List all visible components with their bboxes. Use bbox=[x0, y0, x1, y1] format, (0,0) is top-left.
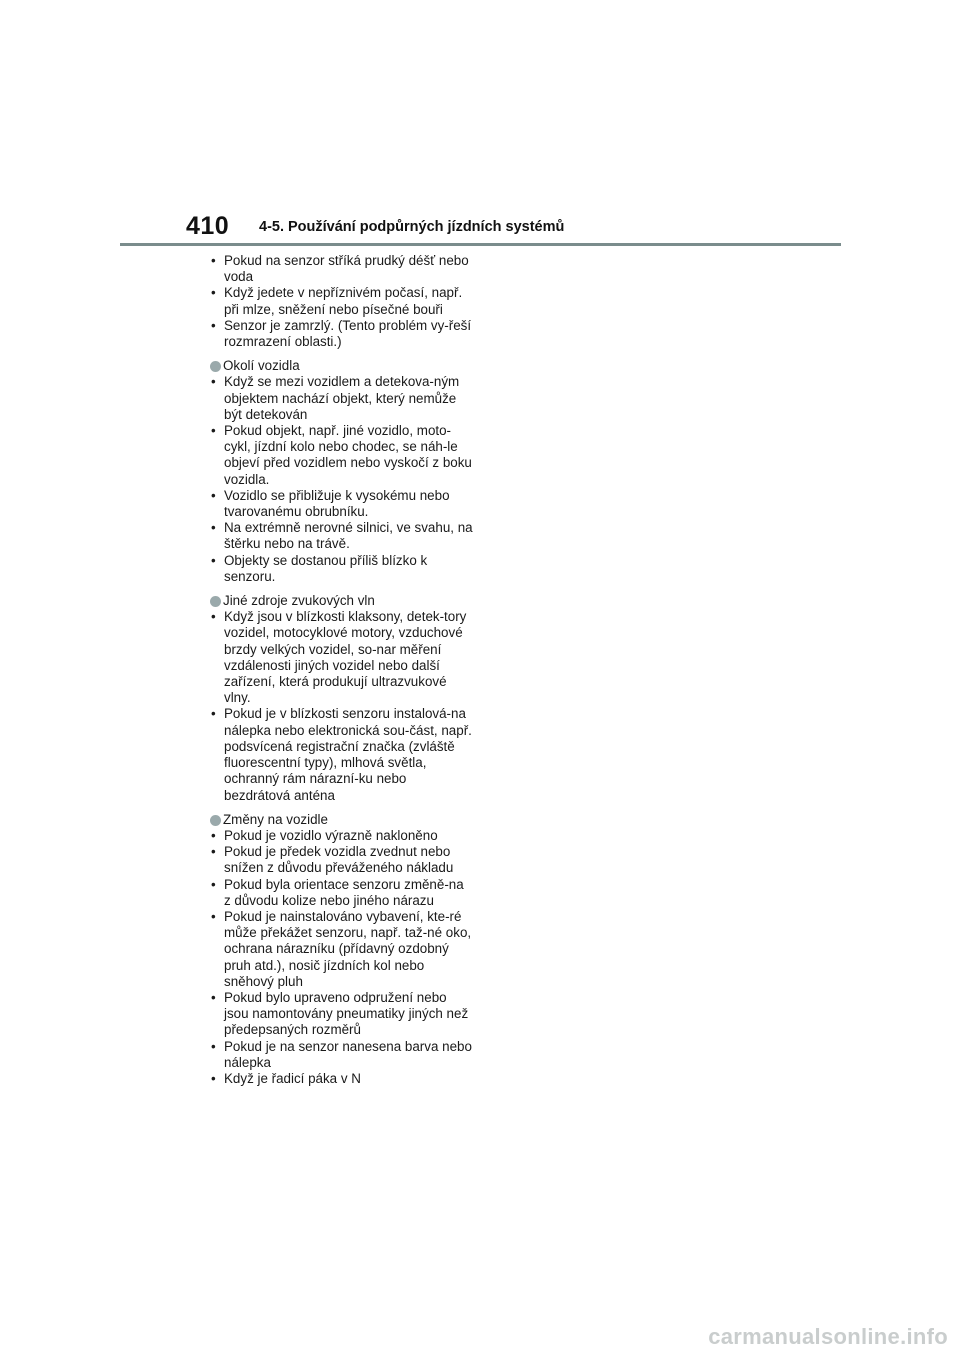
list-item: • Pokud je nainstalováno vybavení, kte-ré může překážet senzoru, např. taž-né oko, ochrana nárazníku (přídavný ozdobný pruh atd.), nosič jízdních kol nebo sněhový pluh bbox=[209, 909, 474, 990]
group-heading: Jiné zdroje zvukových vln bbox=[223, 593, 375, 609]
group-vehicle-changes bbox=[209, 812, 474, 1087]
circle-bullet-icon bbox=[210, 361, 221, 372]
list-item: • Pokud na senzor stříká prudký déšť nebo voda bbox=[209, 253, 474, 285]
list-item: • Pokud byla orientace senzoru změně-na z důvodu kolize nebo jiného nárazu bbox=[209, 877, 474, 909]
circle-bullet-icon bbox=[210, 815, 221, 826]
page-number: 410 bbox=[186, 212, 230, 240]
group-heading: Změny na vozidle bbox=[223, 811, 328, 827]
list-item: • Vozidlo se přibližuje k vysokému nebo tvarovanému obrubníku. bbox=[209, 488, 474, 520]
circle-bullet-icon bbox=[210, 596, 221, 607]
group-sound-sources bbox=[209, 593, 474, 804]
list-item: • Když jsou v blízkosti klaksony, detek-tory vozidel, motocyklové motory, vzduchové brzdy velkých vozidel, so-nar měření vzdálenosti jiných vozidel nebo další zařízení, která produkují ultrazvukové vlny. bbox=[209, 609, 474, 706]
list-item: • Když se mezi vozidlem a detekova-ným objektem nachází objekt, který nemůže být detekován bbox=[209, 374, 474, 423]
section-title: 4-5. Používání podpůrných jízdních systémů bbox=[259, 219, 565, 235]
list-item: • Pokud bylo upraveno odpružení nebo jsou namontovány pneumatiky jiných než předepsaných rozměrů bbox=[209, 990, 474, 1039]
header-divider bbox=[120, 243, 841, 246]
list-item: • Na extrémně nerovné silnici, ve svahu, na štěrku nebo na trávě. bbox=[209, 520, 474, 552]
content-column bbox=[209, 253, 474, 1087]
list-item: • Pokud je v blízkosti senzoru instalová-na nálepka nebo elektronická sou-část, např. podsvícená registrační značka (zvláště fluorescentní typy), mlhová světla, ochranný rám nárazní-ku nebo bezdrátová anténa bbox=[209, 706, 474, 803]
watermark-link[interactable]: carmanualsonline.info bbox=[708, 1324, 948, 1349]
group-surroundings bbox=[209, 358, 474, 585]
list-item: • Pokud je na senzor nanesena barva nebo nálepka bbox=[209, 1039, 474, 1071]
list-item: • Pokud je vozidlo výrazně nakloněno bbox=[209, 828, 474, 844]
list-item: • Objekty se dostanou příliš blízko k senzoru. bbox=[209, 553, 474, 585]
list-item: • Když jedete v nepříznivém počasí, např. při mlze, sněžení nebo písečné bouři bbox=[209, 285, 474, 317]
list-item: • Senzor je zamrzlý. (Tento problém vy-řeší rozmrazení oblasti.) bbox=[209, 318, 474, 350]
list-item: • Pokud je předek vozidla zvednut nebo snížen z důvodu převáženého nákladu bbox=[209, 844, 474, 876]
list-item: • Pokud objekt, např. jiné vozidlo, moto-cykl, jízdní kolo nebo chodec, se náh-le objeví před vozidlem nebo vyskočí z boku vozidla. bbox=[209, 423, 474, 488]
intro-list bbox=[209, 253, 474, 350]
group-heading: Okolí vozidla bbox=[223, 358, 300, 374]
list-item: • Když je řadicí páka v N bbox=[209, 1071, 474, 1087]
